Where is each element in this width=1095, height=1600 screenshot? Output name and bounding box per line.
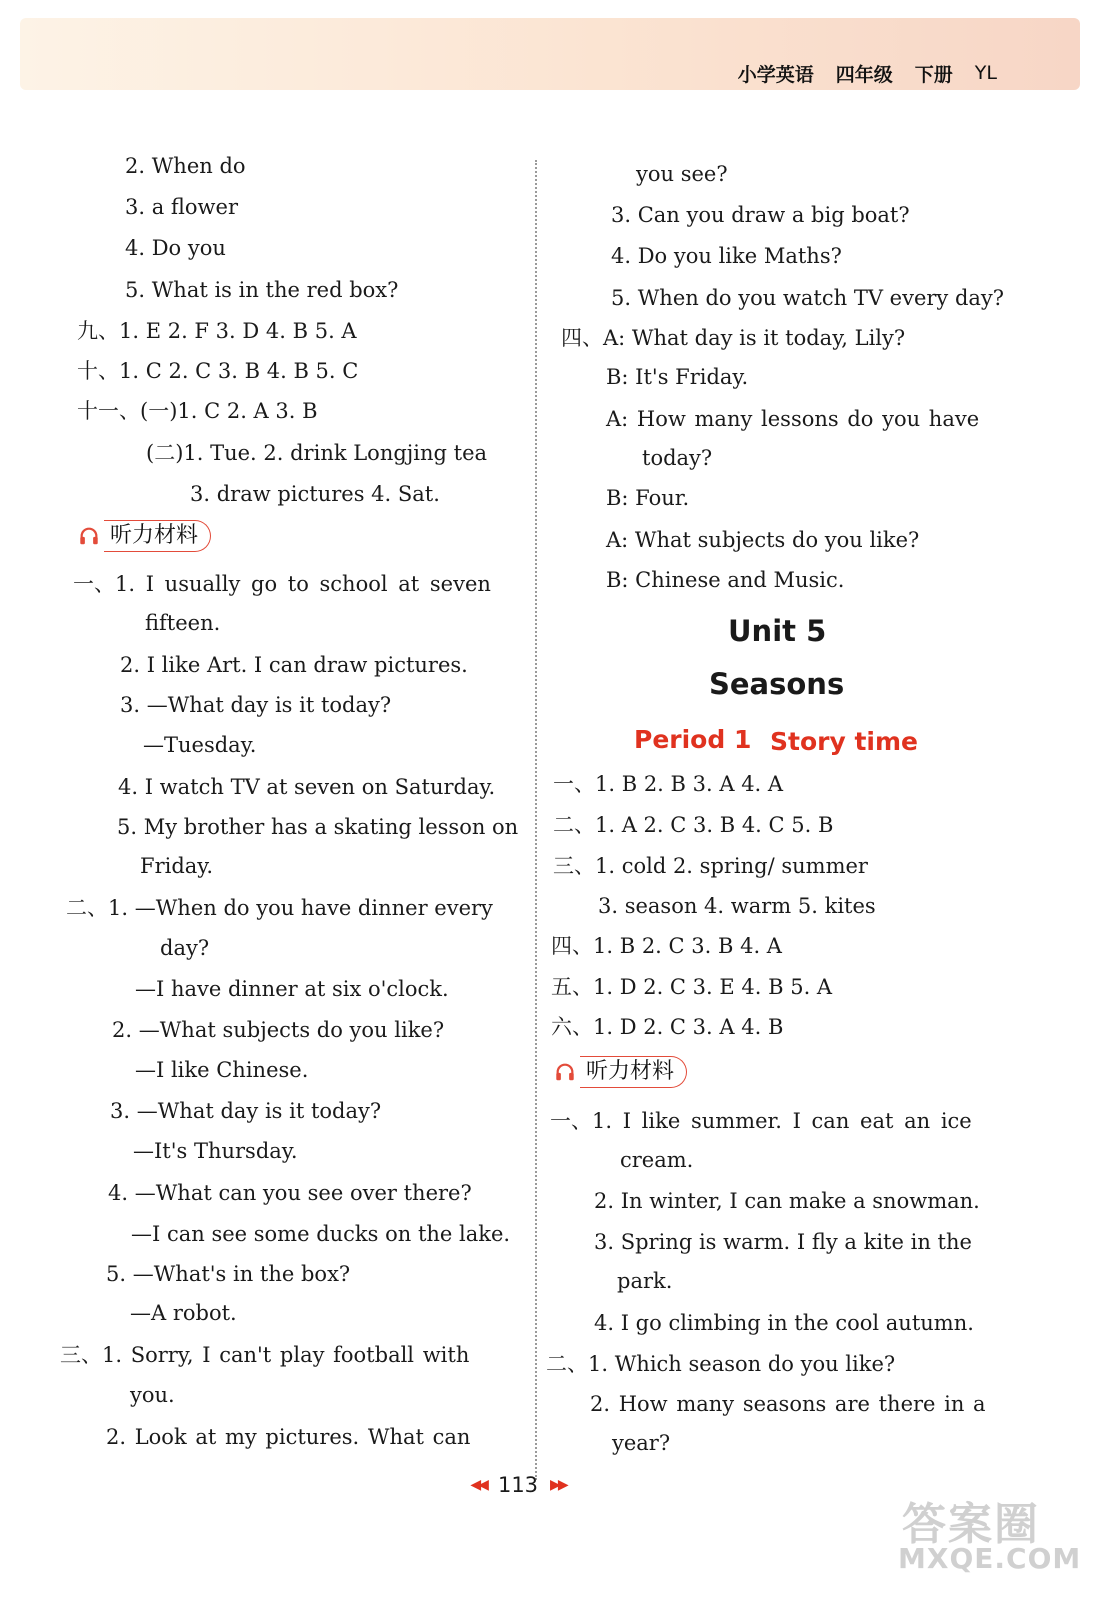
answer-line: —I have dinner at six o'clock. (135, 977, 449, 1001)
column-divider (535, 160, 537, 1480)
answer-line: 三、1. Sorry, I can't play football with (60, 1343, 470, 1367)
answer-line: A: What subjects do you like? (606, 528, 920, 552)
answer-line: A: How many lessons do you have (606, 407, 980, 431)
answer-line: 3. Can you draw a big boat? (611, 203, 910, 227)
answer-line: 2. When do (125, 154, 246, 178)
answer-line: 六、1. D 2. C 3. A 4. B (551, 1015, 784, 1039)
prev-arrow-icon: ◀◀ (470, 1477, 486, 1493)
answer-line: B: It's Friday. (606, 365, 749, 389)
answer-line: 5. My brother has a skating lesson on (117, 815, 519, 839)
page-header (738, 58, 997, 88)
answer-line: 3. —What day is it today? (110, 1099, 382, 1123)
answer-line: 一、1. I usually go to school at seven (73, 572, 491, 596)
answer-line: 一、1. B 2. B 3. A 4. A (553, 772, 784, 796)
answer-line: 十一、(一)1. C 2. A 3. B (77, 399, 318, 423)
headphones-icon (78, 525, 100, 547)
header-grade: 四年级 (835, 63, 893, 86)
answer-line: B: Chinese and Music. (606, 568, 845, 592)
answer-line: 二、1. A 2. C 3. B 4. C 5. B (553, 813, 834, 837)
answer-line: 5. When do you watch TV every day? (611, 286, 1005, 310)
answer-line: 十、1. C 2. C 3. B 4. B 5. C (77, 359, 359, 383)
answer-line: B: Four. (606, 486, 690, 510)
answer-line: 五、1. D 2. C 3. E 4. B 5. A (551, 975, 833, 999)
answer-line: 3. a flower (125, 195, 238, 219)
answer-line: 四、1. B 2. C 3. B 4. A (551, 934, 782, 958)
unit-subtitle: Seasons (709, 667, 845, 701)
tag-label: 听力材料 (104, 520, 211, 552)
answer-line: Friday. (140, 854, 214, 878)
page-footer (448, 1470, 588, 1500)
header-edition: YL (974, 62, 997, 84)
answer-line: fifteen. (145, 611, 221, 635)
answer-line: year? (612, 1431, 671, 1455)
answer-line: 二、1. Which season do you like? (546, 1352, 896, 1376)
answer-line: 3. —What day is it today? (120, 693, 392, 717)
headphones-icon (554, 1061, 576, 1083)
answer-line: —I like Chinese. (135, 1058, 309, 1082)
answer-line: 2. In winter, I can make a snowman. (594, 1189, 980, 1213)
answer-line: 2. Look at my pictures. What can (106, 1425, 471, 1449)
answer-line: day? (160, 936, 210, 960)
answer-line: 三、1. cold 2. spring/ summer (553, 854, 868, 878)
answer-line: 4. I watch TV at seven on Saturday. (118, 775, 496, 799)
answer-line: (二)1. Tue. 2. drink Longjing tea (146, 441, 488, 465)
answer-line: 2. I like Art. I can draw pictures. (120, 653, 468, 677)
page-number: 113 (497, 1473, 539, 1497)
answer-line: —Tuesday. (143, 733, 257, 757)
period-label: Period 1 (634, 725, 752, 754)
answer-line: you see? (636, 162, 728, 186)
listening-material-tag (78, 520, 211, 552)
answer-line: 3. Spring is warm. I fly a kite in the (594, 1230, 972, 1254)
answer-line: 4. Do you (125, 236, 226, 260)
answer-line: today? (642, 446, 713, 470)
answer-line: 2. —What subjects do you like? (112, 1018, 445, 1042)
answer-line: 九、1. E 2. F 3. D 4. B 5. A (77, 319, 357, 343)
answer-line: 5. —What's in the box? (106, 1262, 351, 1286)
tag-label: 听力材料 (580, 1056, 687, 1088)
answer-line: —It's Thursday. (133, 1139, 298, 1163)
answer-line: 4. I go climbing in the cool autumn. (594, 1311, 974, 1335)
answer-line: —A robot. (130, 1301, 237, 1325)
header-subject: 小学英语 (737, 63, 814, 86)
unit-title: Unit 5 (728, 614, 827, 648)
answer-line: 四、A: What day is it today, Lily? (561, 326, 906, 350)
answer-line: 3. season 4. warm 5. kites (598, 894, 876, 918)
answer-line: 一、1. I like summer. I can eat an ice (550, 1109, 972, 1133)
listening-material-tag (554, 1056, 687, 1088)
answer-line: 2. How many seasons are there in a (590, 1392, 986, 1416)
answer-line: —I can see some ducks on the lake. (131, 1222, 511, 1246)
answer-line: 5. What is in the red box? (125, 278, 399, 302)
watermark-logo: 答案圈 MXQE.COM (898, 1499, 1082, 1575)
answer-line: cream. (620, 1148, 694, 1172)
answer-line: you. (130, 1383, 175, 1407)
answer-line: 4. —What can you see over there? (108, 1181, 472, 1205)
next-arrow-icon: ▶▶ (550, 1477, 566, 1493)
section-label: Story time (770, 727, 918, 756)
answer-line: 4. Do you like Maths? (611, 244, 842, 268)
answer-line: 3. draw pictures 4. Sat. (190, 482, 440, 506)
header-volume: 下册 (914, 63, 953, 86)
answer-line: 二、1. —When do you have dinner every (66, 896, 493, 920)
answer-line: park. (617, 1269, 673, 1293)
